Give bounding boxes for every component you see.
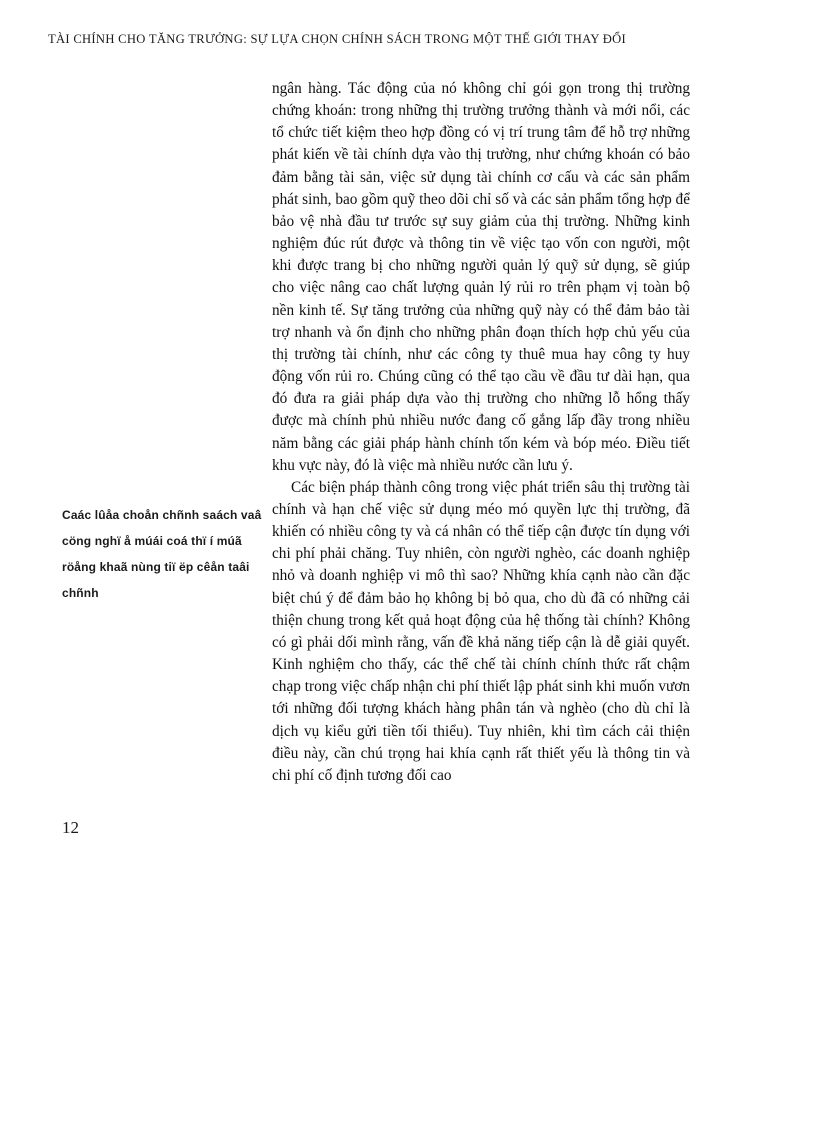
running-header: TÀI CHÍNH CHO TĂNG TRƯỞNG: SỰ LỰA CHỌN CHÍNH SÁCH TRONG MỘT THẾ GIỚI THAY ĐỔI [48, 32, 626, 46]
body-text-column [272, 78, 690, 787]
margin-note: Caác lûåa choån chñnh saách vaâ cöng nghï å múái coá thï í múã röång khaã nùng tiï ëp cêån taâi chñnh [62, 508, 262, 600]
page-number: 12 [62, 818, 79, 837]
body-paragraph: Các biện pháp thành công trong việc phát triển sâu thị trường tài chính và hạn chế việc sử dụng méo mó quyền lực thị trường, đã khiến có nhiều công ty và cá nhân có thể tiếp cận được tín dụng với chi phí phải chăng. Tuy nhiên, còn người nghèo, các doanh nghiệp nhỏ và doanh nghiệp vi mô thì sao? Những khía cạnh nào cần đặc biệt chú ý để đảm bảo họ không bị bỏ qua, cho dù đã có những cải thiện chung trong kết quả hoạt động của hệ thống tài chính? Không có gì phải dối mình rằng, vấn đề khả năng tiếp cận là dễ giải quyết. Kinh nghiệm cho thấy, các thể chế tài chính chính thức rất chậm chạp trong việc chấp nhận chi phí thiết lập phát sinh khi muốn vươn tới những đối tượng khách hàng phân tán và nghèo (cho dù chỉ là dịch vụ kiểu gửi tiền tối thiểu). Tuy nhiên, khi tìm cách cải thiện điều này, cần chú trọng hai khía cạnh rất thiết yếu là thông tin và chi phí cố định tương đối cao [272, 478, 690, 784]
body-paragraph: ngân hàng. Tác động của nó không chỉ gói gọn trong thị trường chứng khoán: trong những thị trường trưởng thành và mới nổi, các tổ chức tiết kiệm theo hợp đồng có vị trí trung tâm để hỗ trợ những phát kiến về tài chính dựa vào thị trường, như chứng khoán có bảo đảm bằng tài sản, việc sử dụng tài chính cơ cấu và các sản phẩm phát sinh, bao gồm quỹ theo dõi chỉ số và các sản phẩm tổng hợp để bảo vệ nhà đầu tư trước sự suy giảm của thị trường. Những kinh nghiệm đúc rút được và thông tin về việc tạo vốn con người, một khi được trang bị cho những người quản lý quỹ sử dụng, sẽ giúp cho việc nâng cao chất lượng quản lý rủi ro trên phạm vị toàn bộ nền kinh tế. Sự tăng trưởng của những quỹ này có thể đảm bảo tài trợ nhanh và ổn định cho những phân đoạn thích hợp chủ yếu của thị trường tài chính, như các công ty thuê mua hay công ty huy động vốn rủi ro. Chúng cũng có thể tạo cầu về đầu tư dài hạn, qua đó đưa ra giải pháp dựa vào thị trường cho những lỗ hổng thấy được mà chính phủ nhiều nước đang cố gắng lấp đầy trong nhiều năm bằng các giải pháp hành chính tốn kém và bóp méo. Điều tiết khu vực này, đó là việc mà nhiều nước cần lưu ý. [272, 80, 690, 474]
